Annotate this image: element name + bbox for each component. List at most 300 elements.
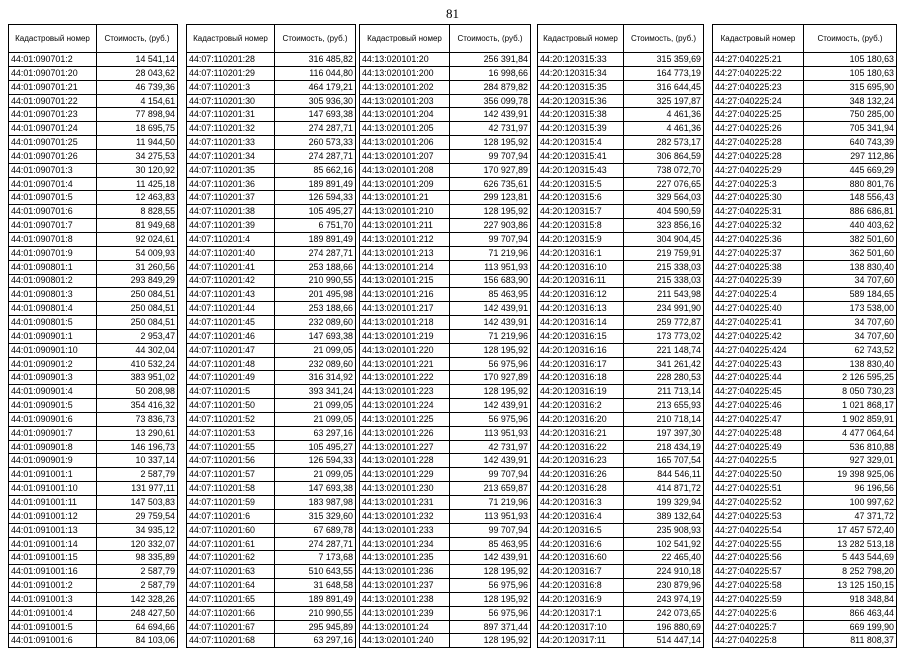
table-row: [187, 565, 356, 579]
table-row: [187, 620, 356, 634]
cost-header: Стоимость, (руб.): [97, 25, 178, 53]
cost-cell: 199 329,94: [624, 496, 704, 510]
cost-cell: 147 693,38: [275, 329, 356, 343]
cadastral-number-cell: 44:01:090901:7: [9, 426, 97, 440]
cost-cell: 316 314,92: [275, 371, 356, 385]
table-row: [360, 440, 531, 454]
table-row: [538, 136, 704, 150]
cost-cell: 213 655,93: [624, 399, 704, 413]
cadastral-number-cell: 44:01:091001:16: [9, 565, 97, 579]
cadastral-number-cell: 44:27:040225:50: [713, 468, 804, 482]
cadastral-number-cell: 44:27:040225:4: [713, 288, 804, 302]
cost-cell: 897 371,44: [450, 620, 531, 634]
table-row: [360, 302, 531, 316]
cadastral-number-cell: 44:01:090701:23: [9, 108, 97, 122]
cadastral-number-cell: 44:01:090701:20: [9, 66, 97, 80]
cadastral-number-cell: 44:13:020101:209: [360, 177, 450, 191]
cost-cell: 85 463,95: [450, 537, 531, 551]
cost-cell: 228 280,53: [624, 371, 704, 385]
table-row: [538, 260, 704, 274]
cadastral-number-cell: 44:27:040225:32: [713, 219, 804, 233]
table-row: [713, 579, 897, 593]
cadastral-number-cell: 44:27:040225:43: [713, 357, 804, 371]
cost-cell: 142 439,91: [450, 454, 531, 468]
cost-cell: 16 998,66: [450, 66, 531, 80]
table-row: [538, 316, 704, 330]
table-row: [713, 496, 897, 510]
cadastral-number-cell: 44:01:090701:26: [9, 149, 97, 163]
cost-cell: 2 126 595,25: [804, 371, 897, 385]
table-row: [187, 357, 356, 371]
cadastral-number-cell: 44:13:020101:211: [360, 219, 450, 233]
table-row: [360, 163, 531, 177]
cadastral-number-header: Кадастровый номер: [187, 25, 275, 53]
cadastral-number-cell: 44:20:120316:3: [538, 496, 624, 510]
cost-cell: 142 439,91: [450, 108, 531, 122]
cost-cell: 880 801,76: [804, 177, 897, 191]
table-row: [9, 53, 178, 67]
cadastral-number-cell: 44:13:020101:234: [360, 537, 450, 551]
cost-cell: 84 103,06: [97, 634, 178, 648]
cost-cell: 71 219,96: [450, 246, 531, 260]
cost-cell: 85 463,95: [450, 288, 531, 302]
cadastral-number-cell: 44:13:020101:229: [360, 468, 450, 482]
cost-cell: 142 328,26: [97, 592, 178, 606]
cadastral-number-cell: 44:27:040225:55: [713, 537, 804, 551]
cost-cell: 99 707,94: [450, 232, 531, 246]
table-row: [360, 523, 531, 537]
table-row: [713, 343, 897, 357]
table-row: [360, 232, 531, 246]
table-row: [360, 579, 531, 593]
cost-cell: 21 099,05: [275, 412, 356, 426]
cadastral-number-cell: 44:01:090901:1: [9, 329, 97, 343]
cadastral-number-cell: 44:07:110201:31: [187, 108, 275, 122]
cost-cell: 866 463,44: [804, 606, 897, 620]
cost-cell: 213 659,87: [450, 482, 531, 496]
table-row: [538, 537, 704, 551]
cost-cell: 8 050 730,23: [804, 385, 897, 399]
cadastral-number-cell: 44:07:110201:3: [187, 80, 275, 94]
cadastral-number-cell: 44:13:020101:200: [360, 66, 450, 80]
table-row: [9, 523, 178, 537]
cadastral-number-cell: 44:27:040225:41: [713, 316, 804, 330]
cost-cell: 215 338,03: [624, 260, 704, 274]
table-row: [538, 592, 704, 606]
cost-cell: 56 975,96: [450, 357, 531, 371]
cost-cell: 34 707,60: [804, 316, 897, 330]
cost-cell: 29 759,54: [97, 509, 178, 523]
cost-cell: 21 099,05: [275, 468, 356, 482]
cost-cell: 96 196,56: [804, 482, 897, 496]
cadastral-number-cell: 44:07:110201:59: [187, 496, 275, 510]
cost-cell: 146 196,73: [97, 440, 178, 454]
cadastral-number-cell: 44:07:110201:52: [187, 412, 275, 426]
cadastral-number-cell: 44:27:040225:58: [713, 579, 804, 593]
cadastral-number-cell: 44:07:110201:28: [187, 53, 275, 67]
table-row: [360, 205, 531, 219]
cost-cell: 6 751,70: [275, 219, 356, 233]
cost-cell: 250 084,51: [97, 316, 178, 330]
table-row: [713, 454, 897, 468]
cadastral-number-cell: 44:01:091001:12: [9, 509, 97, 523]
cadastral-number-header: Кадастровый номер: [713, 25, 804, 53]
cost-cell: 315 695,90: [804, 80, 897, 94]
table-row: [187, 509, 356, 523]
cost-cell: 356 099,78: [450, 94, 531, 108]
cost-cell: 17 457 572,40: [804, 523, 897, 537]
cost-cell: 173 538,00: [804, 302, 897, 316]
table-row: [9, 482, 178, 496]
table-row: [9, 385, 178, 399]
cadastral-number-cell: 44:20:120317:1: [538, 606, 624, 620]
cadastral-number-cell: 44:01:090801:3: [9, 288, 97, 302]
table-row: [538, 80, 704, 94]
cadastral-number-cell: 44:13:020101:236: [360, 565, 450, 579]
cost-cell: 315 329,60: [275, 509, 356, 523]
cadastral-table-3: [359, 24, 531, 648]
cadastral-number-cell: 44:01:090901:6: [9, 412, 97, 426]
cost-cell: 201 495,98: [275, 288, 356, 302]
cadastral-number-cell: 44:13:020101:226: [360, 426, 450, 440]
cost-cell: 113 951,93: [450, 509, 531, 523]
cadastral-number-cell: 44:07:110201:57: [187, 468, 275, 482]
cost-cell: 99 707,94: [450, 149, 531, 163]
table-row: [538, 620, 704, 634]
table-row: [713, 620, 897, 634]
table-row: [538, 454, 704, 468]
cost-cell: 148 556,43: [804, 191, 897, 205]
cadastral-number-cell: 44:13:020101:206: [360, 136, 450, 150]
cost-cell: 243 974,19: [624, 592, 704, 606]
table-row: [9, 399, 178, 413]
cadastral-number-cell: 44:20:120315:6: [538, 191, 624, 205]
table-row: [9, 357, 178, 371]
table-row: [9, 191, 178, 205]
cadastral-number-cell: 44:01:090801:4: [9, 302, 97, 316]
cost-cell: 77 898,94: [97, 108, 178, 122]
cost-cell: 274 287,71: [275, 122, 356, 136]
cost-cell: 14 541,14: [97, 53, 178, 67]
table-row: [713, 357, 897, 371]
cadastral-number-cell: 44:13:020101:212: [360, 232, 450, 246]
cost-cell: 215 338,03: [624, 274, 704, 288]
cost-header: Стоимость, (руб.): [804, 25, 897, 53]
table-row: [713, 426, 897, 440]
cost-cell: 248 427,50: [97, 606, 178, 620]
cost-cell: 844 546,11: [624, 468, 704, 482]
cost-cell: 211 713,14: [624, 385, 704, 399]
table-row: [9, 232, 178, 246]
cadastral-number-cell: 44:13:020101:223: [360, 385, 450, 399]
cost-cell: 105 180,63: [804, 66, 897, 80]
table-row: [360, 246, 531, 260]
cost-cell: 4 154,61: [97, 94, 178, 108]
cost-header: Стоимость, (руб.): [450, 25, 531, 53]
cost-cell: 28 043,62: [97, 66, 178, 80]
cadastral-number-cell: 44:01:090701:25: [9, 136, 97, 150]
cost-cell: 196 880,69: [624, 620, 704, 634]
table-row: [713, 509, 897, 523]
table-row: [713, 274, 897, 288]
table-row: [538, 205, 704, 219]
cadastral-number-cell: 44:13:020101:218: [360, 316, 450, 330]
cadastral-number-cell: 44:01:090901:10: [9, 343, 97, 357]
table-row: [187, 246, 356, 260]
table-row: [360, 122, 531, 136]
table-row: [360, 371, 531, 385]
table-row: [9, 440, 178, 454]
cost-cell: 147 503,83: [97, 496, 178, 510]
cadastral-number-cell: 44:07:110201:60: [187, 523, 275, 537]
cadastral-number-cell: 44:07:110201:62: [187, 551, 275, 565]
cadastral-number-cell: 44:27:040225:44: [713, 371, 804, 385]
table-row: [187, 523, 356, 537]
cost-cell: 19 398 925,06: [804, 468, 897, 482]
cost-cell: 156 683,90: [450, 274, 531, 288]
cadastral-number-cell: 44:07:110201:58: [187, 482, 275, 496]
cadastral-number-cell: 44:01:090701:21: [9, 80, 97, 94]
table-row: [713, 468, 897, 482]
cadastral-number-cell: 44:20:120316:19: [538, 385, 624, 399]
cadastral-number-cell: 44:07:110201:64: [187, 579, 275, 593]
table-row: [713, 302, 897, 316]
cost-cell: 589 184,65: [804, 288, 897, 302]
cost-cell: 304 904,45: [624, 232, 704, 246]
cadastral-number-cell: 44:07:110201:67: [187, 620, 275, 634]
table-row: [713, 246, 897, 260]
table-row: [187, 122, 356, 136]
cost-cell: 131 977,11: [97, 482, 178, 496]
cost-cell: 4 461,36: [624, 108, 704, 122]
table-row: [360, 426, 531, 440]
cadastral-number-cell: 44:07:110201:32: [187, 122, 275, 136]
cost-header: Стоимость, (руб.): [275, 25, 356, 53]
cost-cell: 56 975,96: [450, 412, 531, 426]
cost-cell: 54 009,93: [97, 246, 178, 260]
cost-cell: 34 707,60: [804, 274, 897, 288]
cadastral-number-cell: 44:01:090701:5: [9, 191, 97, 205]
cost-cell: 510 643,55: [275, 565, 356, 579]
cadastral-number-header: Кадастровый номер: [360, 25, 450, 53]
table-row: [187, 232, 356, 246]
cadastral-number-cell: 44:27:040225:30: [713, 191, 804, 205]
cadastral-number-cell: 44:27:040225:53: [713, 509, 804, 523]
table-row: [9, 343, 178, 357]
table-row: [360, 288, 531, 302]
cost-cell: 189 891,49: [275, 592, 356, 606]
cost-cell: 211 543,98: [624, 288, 704, 302]
cost-cell: 927 329,01: [804, 454, 897, 468]
cost-cell: 393 341,24: [275, 385, 356, 399]
cost-cell: 99 707,94: [450, 468, 531, 482]
table-row: [360, 136, 531, 150]
table-row: [538, 94, 704, 108]
table-row: [538, 177, 704, 191]
table-row: [187, 108, 356, 122]
table-row: [9, 551, 178, 565]
cost-cell: 232 089,60: [275, 316, 356, 330]
cadastral-table-5: [712, 24, 897, 648]
cadastral-number-cell: 44:27:040225:26: [713, 122, 804, 136]
cost-cell: 293 849,29: [97, 274, 178, 288]
cadastral-number-cell: 44:20:120315:5: [538, 177, 624, 191]
table-row: [187, 53, 356, 67]
cost-cell: 383 951,02: [97, 371, 178, 385]
cost-cell: 102 541,92: [624, 537, 704, 551]
cadastral-number-cell: 44:27:040225:52: [713, 496, 804, 510]
cadastral-number-cell: 44:20:120316:15: [538, 329, 624, 343]
cost-cell: 414 871,72: [624, 482, 704, 496]
cadastral-number-header: Кадастровый номер: [538, 25, 624, 53]
cadastral-number-cell: 44:20:120315:8: [538, 219, 624, 233]
cadastral-number-cell: 44:27:040225:38: [713, 260, 804, 274]
cadastral-number-cell: 44:20:120315:34: [538, 66, 624, 80]
table-row: [360, 620, 531, 634]
cost-cell: 2 587,79: [97, 565, 178, 579]
cadastral-number-cell: 44:27:040225:23: [713, 80, 804, 94]
table-row: [187, 274, 356, 288]
cadastral-number-cell: 44:13:020101:202: [360, 80, 450, 94]
cost-cell: 218 434,19: [624, 440, 704, 454]
table-row: [187, 537, 356, 551]
cadastral-number-cell: 44:01:091001:10: [9, 482, 97, 496]
cadastral-number-cell: 44:20:120316:9: [538, 592, 624, 606]
cadastral-number-cell: 44:27:040225:31: [713, 205, 804, 219]
cost-cell: 323 856,16: [624, 219, 704, 233]
cost-cell: 31 260,56: [97, 260, 178, 274]
cadastral-number-cell: 44:20:120316:11: [538, 274, 624, 288]
cost-cell: 31 648,58: [275, 579, 356, 593]
table-row: [538, 399, 704, 413]
cost-cell: 128 195,92: [450, 565, 531, 579]
cadastral-number-cell: 44:07:110201:46: [187, 329, 275, 343]
cadastral-number-cell: 44:01:091001:2: [9, 579, 97, 593]
cadastral-number-cell: 44:13:020101:207: [360, 149, 450, 163]
table-row: [9, 108, 178, 122]
table-row: [187, 592, 356, 606]
cadastral-number-cell: 44:27:040225:424: [713, 343, 804, 357]
cost-cell: 464 179,21: [275, 80, 356, 94]
table-row: [360, 385, 531, 399]
table-row: [360, 537, 531, 551]
table-row: [187, 94, 356, 108]
cadastral-number-cell: 44:20:120316:13: [538, 302, 624, 316]
table-row: [360, 94, 531, 108]
table-row: [360, 177, 531, 191]
cadastral-number-cell: 44:07:110201:40: [187, 246, 275, 260]
cadastral-number-cell: 44:13:020101:208: [360, 163, 450, 177]
table-row: [187, 606, 356, 620]
cadastral-number-cell: 44:13:020101:224: [360, 399, 450, 413]
cost-cell: 42 731,97: [450, 440, 531, 454]
cost-cell: 142 439,91: [450, 399, 531, 413]
cost-cell: 46 739,36: [97, 80, 178, 94]
cadastral-number-cell: 44:13:020101:231: [360, 496, 450, 510]
table-row: [713, 523, 897, 537]
cadastral-number-cell: 44:13:020101:233: [360, 523, 450, 537]
table-row: [9, 468, 178, 482]
cost-cell: 165 707,54: [624, 454, 704, 468]
cost-cell: 256 391,84: [450, 53, 531, 67]
cadastral-table-1: [8, 24, 178, 648]
table-row: [538, 191, 704, 205]
cost-cell: 297 112,86: [804, 149, 897, 163]
table-row: [538, 343, 704, 357]
cadastral-number-cell: 44:27:040225:37: [713, 246, 804, 260]
cadastral-number-cell: 44:13:020101:21: [360, 191, 450, 205]
cadastral-number-cell: 44:07:110201:68: [187, 634, 275, 648]
cadastral-number-cell: 44:01:090701:24: [9, 122, 97, 136]
table-row: [360, 634, 531, 648]
cost-cell: 259 772,87: [624, 316, 704, 330]
table-row: [187, 66, 356, 80]
cadastral-number-cell: 44:07:110201:29: [187, 66, 275, 80]
cadastral-number-cell: 44:01:091001:5: [9, 620, 97, 634]
table-row: [713, 219, 897, 233]
cost-cell: 13 282 513,18: [804, 537, 897, 551]
cadastral-number-cell: 44:13:020101:219: [360, 329, 450, 343]
cost-cell: 11 425,18: [97, 177, 178, 191]
cadastral-number-cell: 44:27:040225:6: [713, 606, 804, 620]
cadastral-number-cell: 44:20:120317:11: [538, 634, 624, 648]
table-row: [713, 412, 897, 426]
cost-cell: 170 927,89: [450, 371, 531, 385]
cost-cell: 128 195,92: [450, 634, 531, 648]
table-row: [360, 357, 531, 371]
cost-cell: 410 532,24: [97, 357, 178, 371]
cadastral-number-cell: 44:01:090901:4: [9, 385, 97, 399]
cadastral-number-cell: 44:13:020101:230: [360, 482, 450, 496]
cadastral-number-cell: 44:01:091001:3: [9, 592, 97, 606]
table-row: [187, 440, 356, 454]
cadastral-number-cell: 44:13:020101:20: [360, 53, 450, 67]
table-row: [538, 509, 704, 523]
table-row: [538, 440, 704, 454]
cadastral-number-cell: 44:01:091001:11: [9, 496, 97, 510]
cadastral-number-cell: 44:20:120316:22: [538, 440, 624, 454]
cost-cell: 8 252 798,20: [804, 565, 897, 579]
cadastral-number-cell: 44:07:110201:38: [187, 205, 275, 219]
cost-cell: 21 099,05: [275, 343, 356, 357]
cost-cell: 738 072,70: [624, 163, 704, 177]
table-row: [9, 371, 178, 385]
table-row: [713, 537, 897, 551]
table-row: [9, 496, 178, 510]
table-row: [538, 232, 704, 246]
table-row: [538, 579, 704, 593]
cadastral-number-cell: 44:07:110201:56: [187, 454, 275, 468]
table-row: [187, 149, 356, 163]
table-row: [187, 482, 356, 496]
table-row: [360, 149, 531, 163]
table-row: [538, 66, 704, 80]
cost-cell: 7 173,68: [275, 551, 356, 565]
cost-cell: 811 808,37: [804, 634, 897, 648]
cost-cell: 210 990,55: [275, 274, 356, 288]
table-row: [9, 149, 178, 163]
cadastral-number-cell: 44:01:090801:2: [9, 274, 97, 288]
cadastral-number-cell: 44:20:120316:7: [538, 565, 624, 579]
cadastral-number-cell: 44:01:090701:7: [9, 219, 97, 233]
table-row: [360, 399, 531, 413]
cost-cell: 13 290,61: [97, 426, 178, 440]
table-row: [538, 246, 704, 260]
table-row: [713, 329, 897, 343]
table-row: [538, 302, 704, 316]
table-row: [187, 385, 356, 399]
table-row: [713, 371, 897, 385]
